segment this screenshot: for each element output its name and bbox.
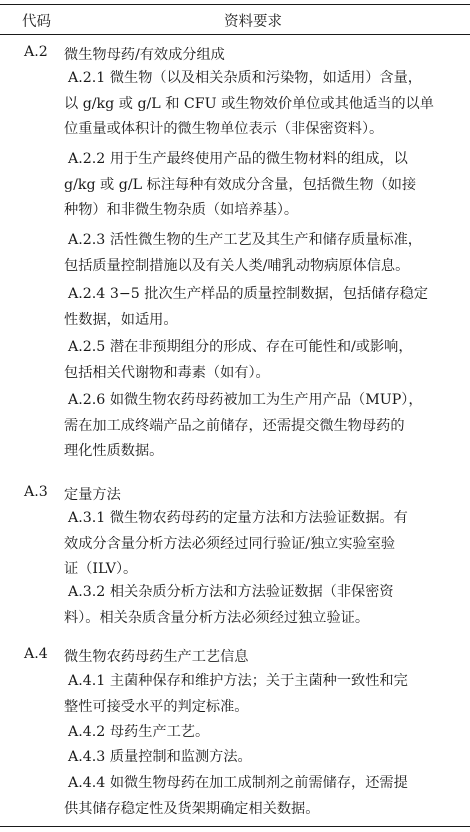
item-line: 需在加工成终端产品之前储存，还需提交微生物母药的 [64,417,405,434]
item-line: 整性可接受水平的判定标准。 [64,698,249,715]
item-a2-1 [64,66,444,143]
item-line: 以 g/kg 或 g/L 和 CFU 或生物效价单位或其他适当的以单 [64,95,434,112]
item-line: 供其储存稳定性及货架期确定相关数据。 [64,800,320,817]
item-line: A.2.3 活性微生物的生产工艺及其生产和储存质量标准， [68,232,422,248]
item-line: 证（ILV）。 [64,561,138,577]
item-a3-2 [64,580,444,631]
item-line: A.4.3 质量控制和监测方法。 [68,749,252,765]
item-a4-4 [64,771,444,822]
item-line: A.3.2 相关杂质分析方法和方法验证数据（非保密资 [68,584,394,600]
item-line: A.4.1 主菌种保存和维护方法；关于主菌种一致性和完 [68,673,408,689]
table-top-rule [0,4,470,5]
item-line: A.4.4 如微生物母药在加工成制剂之前需储存，还需提 [68,775,408,791]
item-line: A.2.1 微生物（以及相关杂质和污染物，如适用）含量， [68,70,422,86]
item-line: A.2.6 如微生物农药母药被加工为生产用产品（MUP）， [68,392,423,408]
item-line: A.2.2 用于生产最终使用产品的微生物材料的组成，以 [68,151,408,167]
item-line: A.3.1 微生物农药母药的定量方法和方法验证数据。有 [68,510,408,526]
item-line: 种物）和非微生物杂质（如培养基）。 [64,202,299,218]
item-line: 位重量或体积计的微生物单位表示（非保密资料）。 [64,121,384,137]
item-a3-1 [64,506,444,583]
section-code: A.4 [24,646,48,662]
item-a2-6 [64,388,444,465]
header-requirements: 资料要求 [224,14,282,30]
item-a2-3 [64,228,444,279]
item-line: 理化性质数据。 [64,443,164,459]
item-line: g/kg 或 g/L 标注每种有效成分含量，包括微生物（如接 [64,176,417,193]
item-a2-5 [64,335,444,386]
table-bottom-rule [0,826,470,827]
item-a4-2 [64,720,444,746]
item-a4-3 [64,745,444,771]
section-title: 定量方法 [64,487,121,503]
item-line: 效成分含量分析方法必须经过同行验证/独立实验室验 [64,535,396,552]
section-code: A.3 [24,484,48,500]
section-title: 微生物母药/有效成分组成 [64,47,225,63]
item-line: A.2.5 潜在非预期组分的形成、存在可能性和/或影响， [68,339,413,355]
item-line: A.4.2 母药生产工艺。 [68,724,210,740]
table-header-rule [0,34,470,35]
item-line: 料）。相关杂质含量分析方法必须经过独立验证。 [64,609,370,626]
header-code: 代码 [22,14,51,30]
item-a2-2 [64,147,444,224]
section-title: 微生物农药母药生产工艺信息 [64,649,249,665]
item-a4-1 [64,669,444,720]
item-line: 包括质量控制措施以及有关人类/哺乳动物病原体信息。 [64,257,410,274]
item-a2-4 [64,282,444,333]
item-line: 包括相关代谢物和毒素（如有）。 [64,364,270,381]
section-code: A.2 [24,44,48,60]
item-line: A.2.4 3−5 批次生产样品的质量控制数据，包括储存稳定 [68,286,429,302]
item-line: 性数据，如适用。 [64,311,178,328]
